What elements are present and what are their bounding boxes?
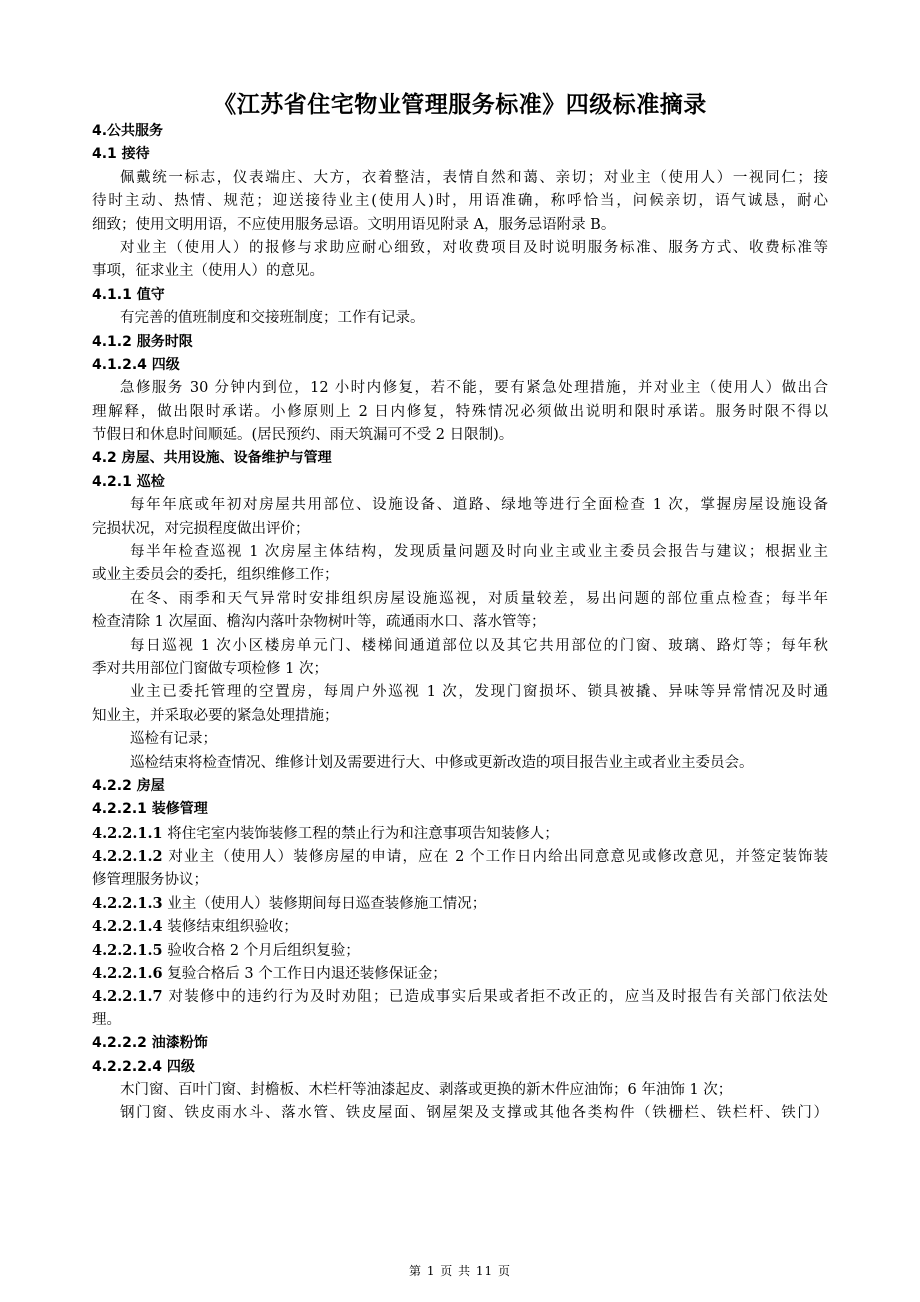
paragraph-line: 木门窗、百叶门窗、封檐板、木栏杆等油漆起皮、剥落或更换的新木件应油饰；6 年油饰 1 次； [120,1082,733,1099]
page-title: 《江苏省住宅物业管理服务标准》四级标准摘录 [213,92,707,118]
item-number: 4.2.2.1.5 [92,941,163,959]
item-text: 装修结束组织验收； [162,919,298,936]
section-heading: 4.1.2.4 四级 [92,356,180,373]
section-heading: 4.2.2.2 油漆粉饰 [92,1035,208,1052]
list-item [92,845,828,868]
item-number: 4.2.2.1.3 [92,894,163,912]
item-text: 对装修中的违约行为及时劝阻；已造成事实后果或者拒不改正的，应当及时报告有关部门依法处 [162,989,828,1006]
list-item [92,915,828,938]
section-heading: 4.1 接待 [92,146,150,163]
item-number: 4.2.2.1.6 [92,965,163,983]
paragraph-line: 每日巡视 1 次小区楼房单元门、楼梯间通道部位以及其它共用部位的门窗、玻璃、路灯等；每年秋 [130,637,828,654]
paragraph-line: 对业主（使用人）的报修与求助应耐心细致，对收费项目及时说明服务标准、服务方式、收费标准等 [120,239,828,256]
section-heading: 4.1.2 服务时限 [92,333,193,350]
paragraph-line: 有完善的值班制度和交接班制度；工作有记录。 [120,310,425,327]
item-text: 验收合格 2 个月后组织复验； [162,942,360,959]
item-number: 4.2.2.1.2 [92,848,163,866]
section-heading: 4.2.2.1 装修管理 [92,801,208,818]
paragraph-line: 每半年检查巡视 1 次房屋主体结构，发现质量问题及时向业主或业主委员会报告与建议；根据业主 [130,544,828,561]
paragraph-line: 细致；使用文明用语，不应使用服务忌语。文明用语见附录 A，服务忌语附录 B。 [92,216,616,233]
item-text: 对业主（使用人）装修房屋的申请，应在 2 个工作日内给出同意意见或修改意见，并签定装饰装 [162,849,828,866]
paragraph-line: 知业主，并采取必要的紧急处理措施； [92,707,339,724]
section-heading: 4.2.2 房屋 [92,777,165,794]
paragraph-line: 钢门窗、铁皮雨水斗、落水管、铁皮屋面、钢屋架及支撑或其他各类构件（铁栅栏、铁栏杆、铁门） [120,1105,828,1122]
paragraph-line: 在冬、雨季和天气异常时安排组织房屋设施巡视，对质量较差，易出问题的部位重点检查；每半年 [130,590,828,607]
list-item [92,939,828,962]
paragraph-line: 每年年底或年初对房屋共用部位、设施设备、道路、绿地等进行全面检查 1 次，掌握房屋设施设备 [130,497,828,514]
section-heading: 4.2.1 巡检 [92,473,165,490]
section-heading: 4.2 房屋、共用设施、设备维护与管理 [92,450,332,467]
item-text: 复验合格后 3 个工作日内退还装修保证金； [162,966,447,983]
paragraph-line: 急修服务 30 分钟内到位，12 小时内修复，若不能，要有紧急处理措施，并对业主（使用人）做出合 [120,380,828,397]
page-footer: 第 1 页 共 11 页 [409,1264,511,1278]
paragraph-line: 巡检结束将检查情况、维修计划及需要进行大、中修或更新改造的项目报告业主或者业主委员会。 [130,754,754,771]
paragraph-line: 佩戴统一标志，仪表端庄、大方，衣着整洁，表情自然和蔼、亲切；对业主（使用人）一视同仁；接 [120,169,828,186]
section-heading: 4.2.2.2.4 四级 [92,1058,195,1075]
paragraph-line: 修管理服务协议； [92,871,208,888]
item-number: 4.2.2.1.4 [92,918,163,936]
list-item [92,822,828,845]
paragraph-line: 或业主委员会的委托，组织维修工作； [92,567,339,584]
item-text: 将住宅室内装饰装修工程的禁止行为和注意事项告知装修人； [162,825,559,842]
paragraph-line: 节假日和休息时间顺延。(居民预约、雨天筑漏可不受 2 日限制)。 [92,427,514,444]
document-body [92,120,828,1126]
item-number: 4.2.2.1.1 [92,824,163,842]
paragraph-line: 事项，征求业主（使用人）的意见。 [92,263,324,280]
item-number: 4.2.2.1.7 [92,988,163,1006]
paragraph-line: 巡检有记录； [130,731,217,748]
paragraph-line: 季对共用部位门窗做专项检修 1 次； [92,660,328,677]
paragraph-line: 业主已委托管理的空置房，每周户外巡视 1 次，发现门窗损坏、锁具被撬、异味等异常情况及时通 [130,684,828,701]
section-heading: 4.1.1 值守 [92,286,165,303]
paragraph-line: 理。 [92,1011,121,1028]
paragraph-line: 待时主动、热情、规范；迎送接待业主(使用人)时，用语准确，称呼恰当，问候亲切，语气诚恳，耐心 [92,193,828,210]
list-item [92,962,828,985]
paragraph-line: 完损状况，对完损程度做出评价； [92,520,310,537]
paragraph-line: 理解释，做出限时承诺。小修原则上 2 日内修复，特殊情况必须做出说明和限时承诺。服务时限不得以 [92,403,828,420]
list-item [92,892,828,915]
section-heading: 4.公共服务 [92,123,164,139]
list-item [92,985,828,1008]
item-text: 业主（使用人）装修期间每日巡查装修施工情况； [162,895,487,912]
paragraph-line: 检查清除 1 次屋面、檐沟内落叶杂物树叶等，疏通雨水口、落水管等； [92,614,546,631]
